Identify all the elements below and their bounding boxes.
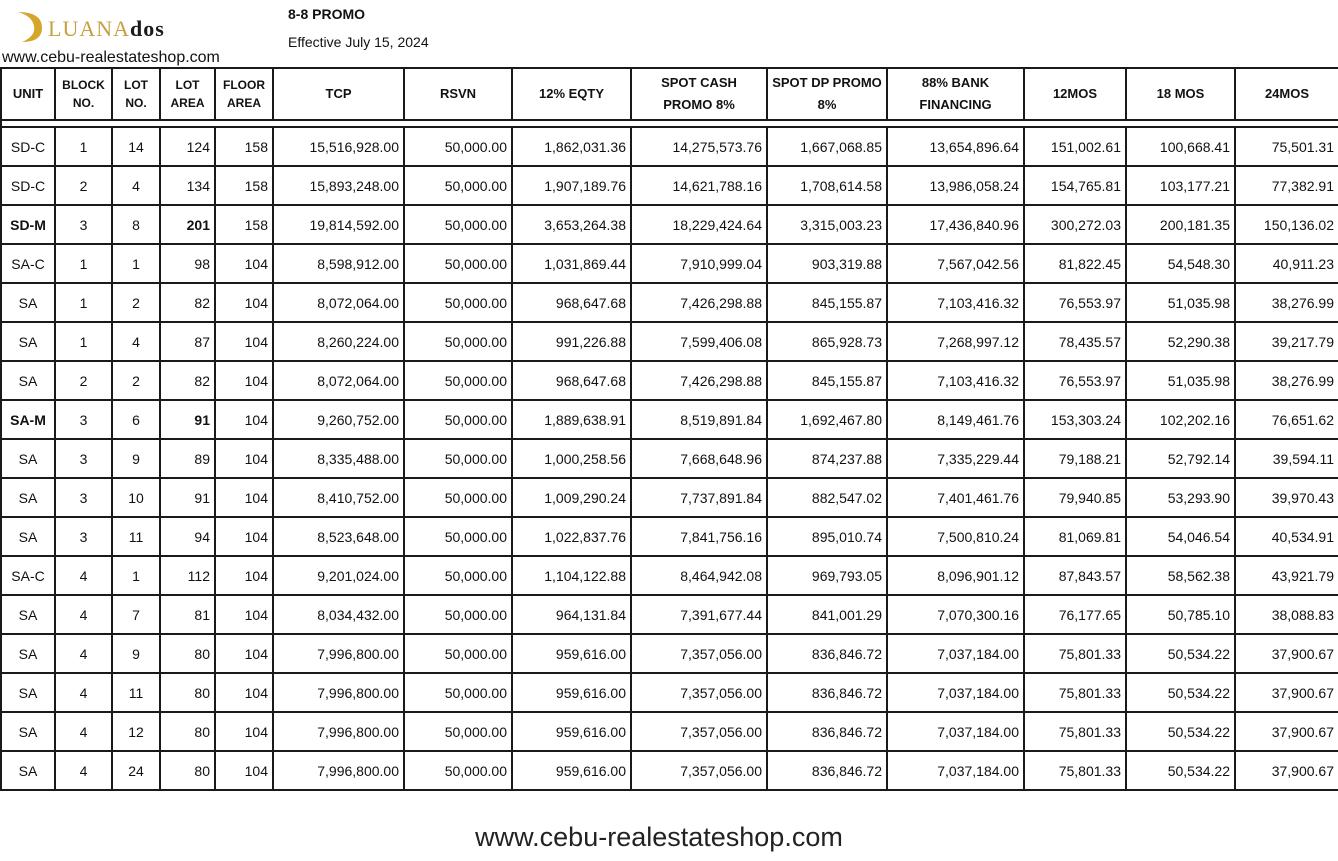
table-cell: 50,000.00: [404, 751, 512, 790]
table-cell: SA: [1, 712, 55, 751]
table-cell: 104: [215, 283, 273, 322]
table-cell: 8,149,461.76: [887, 400, 1024, 439]
table-cell: 17,436,840.96: [887, 205, 1024, 244]
table-cell: 9: [112, 634, 160, 673]
table-cell: 50,534.22: [1126, 751, 1235, 790]
table-cell: 8: [112, 205, 160, 244]
table-cell: 7,357,056.00: [631, 751, 767, 790]
table-row: [1, 634, 1338, 673]
effective-date: Effective July 15, 2024: [288, 34, 429, 50]
table-cell: 104: [215, 712, 273, 751]
table-cell: 40,534.91: [1235, 517, 1338, 556]
table-cell: 8,519,891.84: [631, 400, 767, 439]
table-cell: 968,647.68: [512, 361, 631, 400]
table-cell: 1: [112, 556, 160, 595]
website-url-top: www.cebu-realestateshop.com: [2, 49, 220, 66]
table-cell: 1,692,467.80: [767, 400, 887, 439]
table-cell: SA: [1, 751, 55, 790]
table-cell: 3,315,003.23: [767, 205, 887, 244]
table-cell: 9: [112, 439, 160, 478]
table-cell: 7,401,461.76: [887, 478, 1024, 517]
table-cell: 158: [215, 205, 273, 244]
table-cell: 50,534.22: [1126, 712, 1235, 751]
table-cell: 959,616.00: [512, 634, 631, 673]
table-cell: 7,599,406.08: [631, 322, 767, 361]
table-cell: 1,031,869.44: [512, 244, 631, 283]
table-cell: 76,553.97: [1024, 361, 1126, 400]
table-cell: 81,822.45: [1024, 244, 1126, 283]
table-cell: 991,226.88: [512, 322, 631, 361]
table-cell: 50,000.00: [404, 166, 512, 205]
table-row: [1, 400, 1338, 439]
table-cell: 82: [160, 361, 215, 400]
table-cell: 964,131.84: [512, 595, 631, 634]
table-cell: 1,022,837.76: [512, 517, 631, 556]
table-row: [1, 283, 1338, 322]
table-cell: 836,846.72: [767, 673, 887, 712]
table-row: [1, 673, 1338, 712]
table-cell: 82: [160, 283, 215, 322]
table-cell: 154,765.81: [1024, 166, 1126, 205]
column-header: LOT NO.: [112, 68, 160, 120]
table-cell: 2: [55, 361, 112, 400]
table-cell: 7,037,184.00: [887, 673, 1024, 712]
table-cell: 11: [112, 517, 160, 556]
table-cell: 15,516,928.00: [273, 127, 404, 166]
table-cell: SD-M: [1, 205, 55, 244]
table-cell: 50,000.00: [404, 595, 512, 634]
table-cell: 104: [215, 361, 273, 400]
table-cell: 150,136.02: [1235, 205, 1338, 244]
table-cell: 9,201,024.00: [273, 556, 404, 595]
table-cell: 75,801.33: [1024, 673, 1126, 712]
table-cell: 895,010.74: [767, 517, 887, 556]
table-cell: 7,996,800.00: [273, 634, 404, 673]
table-cell: 39,594.11: [1235, 439, 1338, 478]
table-cell: 1: [112, 244, 160, 283]
table-cell: 104: [215, 400, 273, 439]
table-cell: 1,862,031.36: [512, 127, 631, 166]
table-cell: 13,986,058.24: [887, 166, 1024, 205]
table-cell: 24: [112, 751, 160, 790]
table-cell: 2: [112, 283, 160, 322]
table-cell: 50,000.00: [404, 361, 512, 400]
table-cell: 39,970.43: [1235, 478, 1338, 517]
table-cell: 959,616.00: [512, 751, 631, 790]
table-cell: 7,500,810.24: [887, 517, 1024, 556]
table-cell: 12: [112, 712, 160, 751]
table-cell: 51,035.98: [1126, 283, 1235, 322]
table-cell: 104: [215, 322, 273, 361]
table-cell: 7,335,229.44: [887, 439, 1024, 478]
table-cell: 845,155.87: [767, 283, 887, 322]
table-cell: 3: [55, 205, 112, 244]
table-cell: 50,000.00: [404, 634, 512, 673]
table-cell: 37,900.67: [1235, 634, 1338, 673]
table-cell: 7,996,800.00: [273, 673, 404, 712]
column-header: 12% EQTY: [512, 68, 631, 120]
table-row: [1, 751, 1338, 790]
table-cell: 104: [215, 595, 273, 634]
table-cell: 102,202.16: [1126, 400, 1235, 439]
table-cell: 98: [160, 244, 215, 283]
column-header: 18 MOS: [1126, 68, 1235, 120]
table-cell: 87: [160, 322, 215, 361]
logo-swoosh-icon: [12, 6, 52, 46]
table-cell: SA: [1, 478, 55, 517]
column-header: 24MOS: [1235, 68, 1338, 120]
table-cell: 4: [55, 712, 112, 751]
table-cell: 75,801.33: [1024, 634, 1126, 673]
spacer-cell: [1, 120, 1338, 127]
table-cell: 50,000.00: [404, 322, 512, 361]
table-cell: 52,792.14: [1126, 439, 1235, 478]
table-cell: 104: [215, 556, 273, 595]
table-cell: 37,900.67: [1235, 751, 1338, 790]
table-cell: 104: [215, 634, 273, 673]
table-cell: SA: [1, 322, 55, 361]
table-cell: SA: [1, 361, 55, 400]
table-cell: 1: [55, 244, 112, 283]
table-cell: 75,801.33: [1024, 751, 1126, 790]
table-cell: SA: [1, 283, 55, 322]
table-cell: 7,357,056.00: [631, 673, 767, 712]
table-cell: 874,237.88: [767, 439, 887, 478]
table-cell: 78,435.57: [1024, 322, 1126, 361]
table-cell: 3: [55, 517, 112, 556]
table-cell: 104: [215, 439, 273, 478]
table-row: [1, 595, 1338, 634]
table-cell: 7,268,997.12: [887, 322, 1024, 361]
table-cell: 50,000.00: [404, 673, 512, 712]
table-cell: 865,928.73: [767, 322, 887, 361]
table-cell: 300,272.03: [1024, 205, 1126, 244]
table-cell: 103,177.21: [1126, 166, 1235, 205]
promo-title: 8-8 PROMO: [288, 6, 366, 22]
table-cell: 845,155.87: [767, 361, 887, 400]
table-cell: 58,562.38: [1126, 556, 1235, 595]
company-logo: [8, 4, 208, 50]
column-header: RSVN: [404, 68, 512, 120]
table-row: [1, 517, 1338, 556]
table-cell: 87,843.57: [1024, 556, 1126, 595]
table-cell: 7,996,800.00: [273, 751, 404, 790]
table-cell: 7,996,800.00: [273, 712, 404, 751]
table-row: [1, 244, 1338, 283]
table-cell: SA-M: [1, 400, 55, 439]
table-cell: SA: [1, 673, 55, 712]
table-cell: 8,260,224.00: [273, 322, 404, 361]
table-cell: 959,616.00: [512, 712, 631, 751]
table-cell: 81,069.81: [1024, 517, 1126, 556]
table-cell: 50,785.10: [1126, 595, 1235, 634]
table-cell: 50,000.00: [404, 127, 512, 166]
table-cell: 50,000.00: [404, 400, 512, 439]
column-header: SPOT DP PROMO 8%: [767, 68, 887, 120]
table-cell: SA: [1, 439, 55, 478]
table-cell: 1,667,068.85: [767, 127, 887, 166]
table-cell: 3,653,264.38: [512, 205, 631, 244]
table-cell: 151,002.61: [1024, 127, 1126, 166]
table-body: [1, 120, 1338, 790]
table-cell: 2: [112, 361, 160, 400]
table-cell: 54,046.54: [1126, 517, 1235, 556]
column-header: 12MOS: [1024, 68, 1126, 120]
table-cell: 3: [55, 439, 112, 478]
table-cell: 80: [160, 673, 215, 712]
table-cell: 2: [55, 166, 112, 205]
table-cell: 80: [160, 751, 215, 790]
column-header: BLOCK NO.: [55, 68, 112, 120]
table-cell: 4: [112, 166, 160, 205]
table-cell: 76,177.65: [1024, 595, 1126, 634]
table-cell: 18,229,424.64: [631, 205, 767, 244]
table-cell: 8,410,752.00: [273, 478, 404, 517]
table-cell: 4: [55, 673, 112, 712]
table-cell: 968,647.68: [512, 283, 631, 322]
table-cell: 8,598,912.00: [273, 244, 404, 283]
table-cell: 903,319.88: [767, 244, 887, 283]
column-header: LOT AREA: [160, 68, 215, 120]
table-cell: 836,846.72: [767, 712, 887, 751]
table-cell: 1: [55, 283, 112, 322]
table-cell: 13,654,896.64: [887, 127, 1024, 166]
table-cell: 80: [160, 712, 215, 751]
table-cell: 104: [215, 244, 273, 283]
table-cell: 104: [215, 751, 273, 790]
table-cell: 14,621,788.16: [631, 166, 767, 205]
table-cell: 6: [112, 400, 160, 439]
table-cell: 8,523,648.00: [273, 517, 404, 556]
header-spacer-row: [1, 120, 1338, 127]
table-cell: 8,096,901.12: [887, 556, 1024, 595]
table-cell: 7,737,891.84: [631, 478, 767, 517]
table-cell: 1: [55, 322, 112, 361]
table-cell: 7,391,677.44: [631, 595, 767, 634]
column-header: 88% BANK FINANCING: [887, 68, 1024, 120]
table-cell: 4: [55, 595, 112, 634]
table-cell: 104: [215, 517, 273, 556]
table-cell: 94: [160, 517, 215, 556]
table-cell: 38,276.99: [1235, 361, 1338, 400]
table-cell: SD-C: [1, 166, 55, 205]
table-cell: 7,070,300.16: [887, 595, 1024, 634]
table-header-row: [1, 68, 1338, 120]
table-cell: 8,072,064.00: [273, 361, 404, 400]
table-cell: 7,668,648.96: [631, 439, 767, 478]
table-cell: 14,275,573.76: [631, 127, 767, 166]
table-cell: 40,911.23: [1235, 244, 1338, 283]
table-cell: 7,103,416.32: [887, 283, 1024, 322]
table-cell: 10: [112, 478, 160, 517]
table-cell: 7,910,999.04: [631, 244, 767, 283]
table-cell: 100,668.41: [1126, 127, 1235, 166]
table-cell: 3: [55, 400, 112, 439]
table-cell: 4: [112, 322, 160, 361]
table-cell: 50,000.00: [404, 244, 512, 283]
column-header: UNIT: [1, 68, 55, 120]
table-cell: 79,940.85: [1024, 478, 1126, 517]
table-cell: 51,035.98: [1126, 361, 1235, 400]
column-header: TCP: [273, 68, 404, 120]
table-cell: SA: [1, 517, 55, 556]
table-cell: SA-C: [1, 556, 55, 595]
table-cell: 8,072,064.00: [273, 283, 404, 322]
table-cell: 7,841,756.16: [631, 517, 767, 556]
table-cell: 80: [160, 634, 215, 673]
table-cell: 39,217.79: [1235, 322, 1338, 361]
table-cell: 50,534.22: [1126, 673, 1235, 712]
table-row: [1, 712, 1338, 751]
table-cell: 882,547.02: [767, 478, 887, 517]
table-cell: 7,357,056.00: [631, 634, 767, 673]
table-cell: 959,616.00: [512, 673, 631, 712]
table-cell: 50,000.00: [404, 205, 512, 244]
table-cell: 50,000.00: [404, 478, 512, 517]
table-cell: 37,900.67: [1235, 673, 1338, 712]
column-header: SPOT CASH PROMO 8%: [631, 68, 767, 120]
table-cell: 43,921.79: [1235, 556, 1338, 595]
column-header: FLOOR AREA: [215, 68, 273, 120]
table-cell: 7,357,056.00: [631, 712, 767, 751]
table-cell: 8,464,942.08: [631, 556, 767, 595]
table-cell: 1,104,122.88: [512, 556, 631, 595]
table-cell: 4: [55, 556, 112, 595]
table-cell: 53,293.90: [1126, 478, 1235, 517]
table-cell: 836,846.72: [767, 634, 887, 673]
table-cell: 104: [215, 673, 273, 712]
table-cell: SD-C: [1, 127, 55, 166]
table-cell: 1,889,638.91: [512, 400, 631, 439]
table-cell: 200,181.35: [1126, 205, 1235, 244]
table-cell: 50,000.00: [404, 517, 512, 556]
table-cell: 75,501.31: [1235, 127, 1338, 166]
table-cell: 7,426,298.88: [631, 283, 767, 322]
table-cell: 7,426,298.88: [631, 361, 767, 400]
table-cell: 89: [160, 439, 215, 478]
table-cell: 50,000.00: [404, 712, 512, 751]
table-cell: 4: [55, 751, 112, 790]
table-cell: 1,907,189.76: [512, 166, 631, 205]
table-cell: 38,088.83: [1235, 595, 1338, 634]
table-cell: 134: [160, 166, 215, 205]
table-cell: 8,034,432.00: [273, 595, 404, 634]
table-cell: 8,335,488.00: [273, 439, 404, 478]
table-cell: 1,009,290.24: [512, 478, 631, 517]
table-cell: 841,001.29: [767, 595, 887, 634]
table-cell: 91: [160, 478, 215, 517]
table-row: [1, 127, 1338, 166]
website-url-footer: www.cebu-realestateshop.com: [475, 822, 843, 852]
table-cell: SA: [1, 634, 55, 673]
table-cell: 50,000.00: [404, 439, 512, 478]
table-row: [1, 556, 1338, 595]
table-cell: 4: [55, 634, 112, 673]
table-cell: 112: [160, 556, 215, 595]
table-cell: SA: [1, 595, 55, 634]
table-cell: 75,801.33: [1024, 712, 1126, 751]
table-cell: 7,037,184.00: [887, 751, 1024, 790]
table-cell: 14: [112, 127, 160, 166]
table-cell: 7,037,184.00: [887, 634, 1024, 673]
table-cell: 38,276.99: [1235, 283, 1338, 322]
table-cell: 124: [160, 127, 215, 166]
table-cell: 54,548.30: [1126, 244, 1235, 283]
table-cell: 91: [160, 400, 215, 439]
table-cell: 1,708,614.58: [767, 166, 887, 205]
logo-wordmark: LUANAdos: [48, 16, 165, 41]
table-row: [1, 361, 1338, 400]
table-cell: 50,000.00: [404, 283, 512, 322]
table-cell: 50,534.22: [1126, 634, 1235, 673]
table-row: [1, 478, 1338, 517]
table-cell: 158: [215, 127, 273, 166]
table-cell: 153,303.24: [1024, 400, 1126, 439]
table-cell: 836,846.72: [767, 751, 887, 790]
table-cell: 1,000,258.56: [512, 439, 631, 478]
table-cell: 104: [215, 478, 273, 517]
table-cell: 76,651.62: [1235, 400, 1338, 439]
table-row: [1, 322, 1338, 361]
table-cell: 158: [215, 166, 273, 205]
table-cell: 9,260,752.00: [273, 400, 404, 439]
table-row: [1, 439, 1338, 478]
table-cell: 50,000.00: [404, 556, 512, 595]
table-cell: 7: [112, 595, 160, 634]
table-cell: 79,188.21: [1024, 439, 1126, 478]
table-cell: 15,893,248.00: [273, 166, 404, 205]
table-row: [1, 205, 1338, 244]
table-cell: 1: [55, 127, 112, 166]
table-cell: 11: [112, 673, 160, 712]
table-cell: 77,382.91: [1235, 166, 1338, 205]
table-cell: SA-C: [1, 244, 55, 283]
table-cell: 7,037,184.00: [887, 712, 1024, 751]
table-cell: 37,900.67: [1235, 712, 1338, 751]
table-row: [1, 166, 1338, 205]
table-cell: 201: [160, 205, 215, 244]
table-cell: 52,290.38: [1126, 322, 1235, 361]
table-cell: 3: [55, 478, 112, 517]
table-cell: 969,793.05: [767, 556, 887, 595]
price-list-table: [0, 67, 1338, 791]
table-cell: 81: [160, 595, 215, 634]
table-cell: 19,814,592.00: [273, 205, 404, 244]
table-cell: 7,103,416.32: [887, 361, 1024, 400]
table-cell: 76,553.97: [1024, 283, 1126, 322]
table-cell: 7,567,042.56: [887, 244, 1024, 283]
